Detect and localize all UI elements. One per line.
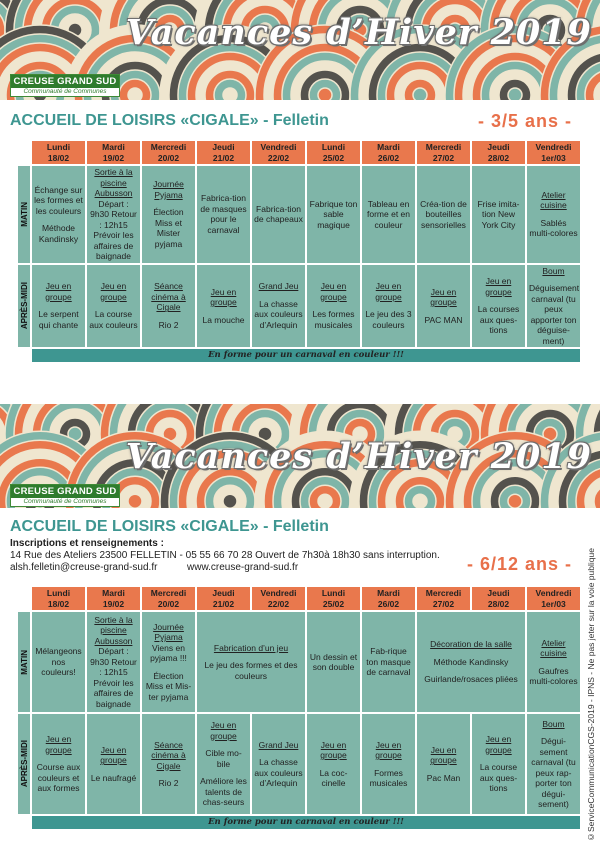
- info-email[interactable]: alsh.felletin@creuse-grand-sud.fr: [10, 562, 158, 573]
- day-header: Mercredi 27/02: [417, 141, 470, 164]
- activity-cell: Jeu en groupe Pac Man: [417, 714, 470, 814]
- footer-slogan: En forme pour un carnaval en couleur !!!: [32, 816, 580, 829]
- day-header: Lundi 18/02: [32, 587, 85, 610]
- day-header-row: [18, 587, 580, 610]
- age-range: - 6/12 ans -: [466, 554, 572, 574]
- logo-name: CREUSE GRAND SUD: [11, 485, 119, 498]
- logo-subtitle: Communauté de Communes: [23, 498, 107, 505]
- footer-slogan: En forme pour un carnaval en couleur !!!: [32, 349, 580, 362]
- activity-cell: Jeu en groupe Les formes musicales: [307, 265, 360, 348]
- day-header-row: [18, 141, 580, 164]
- activity-cell: Tableau en forme et en couleur: [362, 166, 415, 263]
- day-header: Jeudi 28/02: [472, 587, 525, 610]
- activity-cell: Jeu en groupe La mouche: [197, 265, 250, 348]
- info-address: 14 Rue des Ateliers 23500 FELLETIN - 05 55 66 70 28 Ouvert de 7h30à 18h30 sans interruption.: [10, 550, 440, 561]
- logo-name: CREUSE GRAND SUD: [11, 75, 119, 88]
- day-header: Lundi 25/02: [307, 587, 360, 610]
- activity-cell: Jeu en groupe Formes musicales: [362, 714, 415, 814]
- day-header: Jeudi 21/02: [197, 141, 250, 164]
- creuse-grand-sud-logo: [10, 484, 120, 507]
- activity-cell: Créa-tion de bouteilles sensorielles: [417, 166, 470, 263]
- activity-cell: Grand Jeu La chasse aux couleurs d’Arlequin: [252, 265, 305, 348]
- day-header: Mardi 19/02: [87, 587, 140, 610]
- activity-cell: Mélangeons nos couleurs!: [32, 612, 85, 712]
- apres-midi-label: APRÈS-MIDI: [18, 265, 30, 348]
- apres-midi-label: APRÈS-MIDI: [18, 714, 30, 814]
- day-header: Lundi 18/02: [32, 141, 85, 164]
- matin-row: [18, 166, 580, 263]
- flyer-3-5-ans: [0, 0, 600, 384]
- apres-midi-row: [18, 265, 580, 348]
- activity-cell: Boum Dégui-sement carnaval (tu peux rap-porter ton dégui-sement): [527, 714, 580, 814]
- activity-cell: Jeu en groupe La courses aux ques-tions: [472, 265, 525, 348]
- activity-cell: Fabrique ton sable magique: [307, 166, 360, 263]
- activity-cell: Sortie à la piscine Aubusson Départ : 9h30 Retour : 12h15 Prévoir les affaires de baignade: [87, 166, 140, 263]
- activity-cell: Un dessin et son double: [307, 612, 360, 712]
- side-credit-text: ©ServiceCommunicationCGS-2019 - IPNS - Ne pas jeter sur la voie publique: [586, 548, 596, 842]
- day-header: Mercredi 27/02: [417, 587, 470, 610]
- flyer-title: Vacances d’Hiver 2019: [125, 436, 592, 477]
- activity-cell: Fabrica-tion de masques pour le carnaval: [197, 166, 250, 263]
- activity-cell: Fabrica-tion de chapeaux: [252, 166, 305, 263]
- info-heading: Inscriptions et renseignements :: [10, 538, 164, 549]
- day-header: Lundi 25/02: [307, 141, 360, 164]
- accueil-heading: ACCUEIL DE LOISIRS «CIGALE» - Felletin: [10, 518, 329, 535]
- activity-cell: Atelier cuisine Sablés multi-colores: [527, 166, 580, 263]
- activity-cell: Journée Pyjama Viens en pyjama !!! Élection Miss et Mis-ter pyjama: [142, 612, 195, 712]
- day-header: Vendredi 1er/03: [527, 141, 580, 164]
- activity-cell: Jeu en groupe La coc-cinelle: [307, 714, 360, 814]
- activity-cell: Frise imita-tion New York City: [472, 166, 525, 263]
- info-block: [10, 538, 440, 574]
- matin-row: [18, 612, 580, 712]
- day-header: Mardi 26/02: [362, 141, 415, 164]
- activity-cell: Décoration de la salle Méthode Kandinsky Guirlande/rosaces pliées: [417, 612, 525, 712]
- flyer-title: Vacances d’Hiver 2019: [125, 12, 592, 53]
- day-header: Vendredi 1er/03: [527, 587, 580, 610]
- activity-cell: Atelier cuisine Gaufres multi-colores: [527, 612, 580, 712]
- footer-row: [18, 816, 580, 829]
- activity-cell: Jeu en groupe La course aux couleurs: [87, 265, 140, 348]
- activity-cell: Fab-rique ton masque de carnaval: [362, 612, 415, 712]
- activity-cell: Sortie à la piscine Aubusson Départ : 9h30 Retour : 12h15 Prévoir les affaires de baignade: [87, 612, 140, 712]
- logo-subtitle: Communauté de Communes: [23, 88, 107, 95]
- day-header: Vendredi 22/02: [252, 587, 305, 610]
- day-header: Jeudi 21/02: [197, 587, 250, 610]
- activity-cell: Échange sur les formes et les couleurs Méthode Kandinsky: [32, 166, 85, 263]
- accueil-heading: ACCUEIL DE LOISIRS «CIGALE» - Felletin: [10, 112, 329, 129]
- schedule-table: [16, 585, 582, 831]
- activity-cell: Jeu en groupe Le naufragé: [87, 714, 140, 814]
- matin-label: MATIN: [18, 166, 30, 263]
- matin-label: MATIN: [18, 612, 30, 712]
- day-header: Mercredi 20/02: [142, 587, 195, 610]
- activity-cell: Jeu en groupe Course aux couleurs et aux formes: [32, 714, 85, 814]
- activity-cell: Jeu en groupe PAC MAN: [417, 265, 470, 348]
- day-header: Mardi 26/02: [362, 587, 415, 610]
- creuse-grand-sud-logo: [10, 74, 120, 97]
- day-header: Mercredi 20/02: [142, 141, 195, 164]
- flyer-6-12-ans: [0, 404, 600, 848]
- activity-cell: Jeu en groupe Le jeu des 3 couleurs: [362, 265, 415, 348]
- activity-cell: Jeu en groupe Le serpent qui chante: [32, 265, 85, 348]
- apres-midi-row: [18, 714, 580, 814]
- info-website[interactable]: www.creuse-grand-sud.fr: [187, 562, 299, 573]
- footer-row: [18, 349, 580, 362]
- activity-cell: Boum Déguisement carnaval (tu peux apporter ton déguise-ment): [529, 265, 580, 346]
- day-header: Mardi 19/02: [87, 141, 140, 164]
- day-header: Jeudi 28/02: [472, 141, 525, 164]
- activity-cell: Jeu en groupe Cible mo-bile Améliore les talents de chas-seurs: [197, 714, 250, 814]
- activity-cell: Jeu en groupe La course aux ques-tions: [472, 714, 525, 814]
- activity-cell: Séance cinéma à Cigale Rio 2: [142, 714, 195, 814]
- activity-cell: Fabrication d’un jeu Le jeu des formes et des couleurs: [197, 612, 305, 712]
- day-header: Vendredi 22/02: [252, 141, 305, 164]
- activity-cell: Séance cinéma à Cigale Rio 2: [142, 265, 195, 348]
- schedule-table: [16, 139, 582, 364]
- age-range: - 3/5 ans -: [477, 111, 572, 131]
- activity-cell: Grand Jeu La chasse aux couleurs d’Arlequin: [252, 714, 305, 814]
- activity-cell: Journée Pyjama Élection Miss et Mister pyjama: [142, 166, 195, 263]
